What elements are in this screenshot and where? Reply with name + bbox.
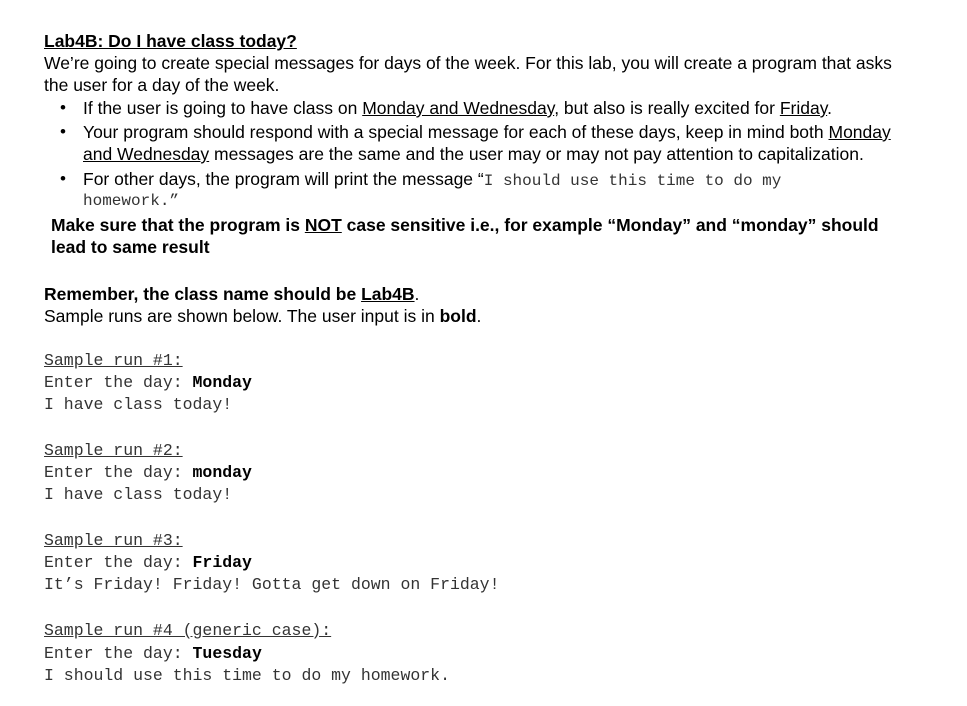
bullet-3-line-1 xyxy=(83,168,781,192)
bullet-2-end: messages are the same and the user may or may not pay attention to capitalization. xyxy=(209,144,864,164)
prompt-text: Enter the day: xyxy=(44,644,193,663)
bullet-marker: • xyxy=(60,169,66,188)
case-notice-text: Make sure that the program is xyxy=(51,215,305,235)
bullet-1 xyxy=(83,97,832,119)
bullet-2-text: Your program should respond with a special message for each of these days, keep in mind both xyxy=(83,122,829,142)
case-notice-not: NOT xyxy=(304,215,342,235)
case-notice-line-1 xyxy=(51,214,879,236)
user-input: Tuesday xyxy=(192,644,262,663)
class-name-note-end: . xyxy=(414,284,420,304)
bullet-1-end: . xyxy=(827,98,833,118)
bullet-1-mid: , but also is really excited for xyxy=(554,98,780,118)
lab-title xyxy=(44,30,297,52)
class-name-note-text: Remember, the class name should be xyxy=(44,284,362,304)
intro-line-2: the user for a day of the week. xyxy=(44,75,280,95)
sample-run-label: Sample run #4 (generic case): xyxy=(44,621,332,640)
prompt-text: Enter the day: xyxy=(44,463,193,482)
lab-title-text: Lab4B: Do I have class today? xyxy=(44,31,297,51)
sample-run-prompt xyxy=(44,552,252,574)
samples-intro-bold: bold xyxy=(439,306,477,326)
prompt-text: Enter the day: xyxy=(44,373,193,392)
samples-intro-end: . xyxy=(476,306,482,326)
bullet-3-code-end: homework.” xyxy=(83,192,180,210)
sample-run-prompt xyxy=(44,462,252,484)
bullet-2-line-2 xyxy=(83,143,864,165)
bullet-2-monday: Monday xyxy=(828,122,891,142)
intro-line-1: We’re going to create special messages for days of the week. For this lab, you will create a program that asks xyxy=(44,53,892,73)
bullet-1-text: If the user is going to have class on xyxy=(83,98,363,118)
sample-run-label: Sample run #2: xyxy=(44,441,183,460)
sample-run-output: It’s Friday! Friday! Gotta get down on Friday! xyxy=(44,575,500,594)
bullet-3-text: For other days, the program will print the message “ xyxy=(83,169,484,189)
bullet-2-wednesday: and Wednesday xyxy=(83,144,210,164)
sample-run-prompt xyxy=(44,372,252,394)
sample-run-output: I have class today! xyxy=(44,485,233,504)
user-input: Friday xyxy=(192,553,252,572)
user-input: monday xyxy=(192,463,252,482)
case-notice-example: case sensitive i.e., for example “Monday” and “monday” should xyxy=(341,215,879,235)
samples-intro xyxy=(44,305,481,327)
samples-intro-text: Sample runs are shown below. The user input is in xyxy=(44,306,440,326)
prompt-text: Enter the day: xyxy=(44,553,193,572)
user-input: Monday xyxy=(192,373,252,392)
sample-run-label: Sample run #1: xyxy=(44,351,183,370)
case-notice-line-2 xyxy=(51,236,210,258)
bullet-3-code: I should use this time to do my xyxy=(483,172,782,190)
sample-run-prompt xyxy=(44,643,262,665)
sample-run-output: I have class today! xyxy=(44,395,233,414)
class-name: Lab4B xyxy=(361,284,415,304)
sample-run-label: Sample run #3: xyxy=(44,531,183,550)
class-name-note xyxy=(44,283,419,305)
bullet-marker: • xyxy=(60,122,66,141)
sample-run-output: I should use this time to do my homework. xyxy=(44,666,450,685)
bullet-3-line-2 xyxy=(83,190,179,212)
bullet-2-line-1 xyxy=(83,121,891,143)
bullet-1-friday: Friday xyxy=(779,98,828,118)
case-notice-end: lead to same result xyxy=(51,237,210,257)
bullet-marker: • xyxy=(60,98,66,117)
bullet-1-days: Monday and Wednesday xyxy=(362,98,555,118)
